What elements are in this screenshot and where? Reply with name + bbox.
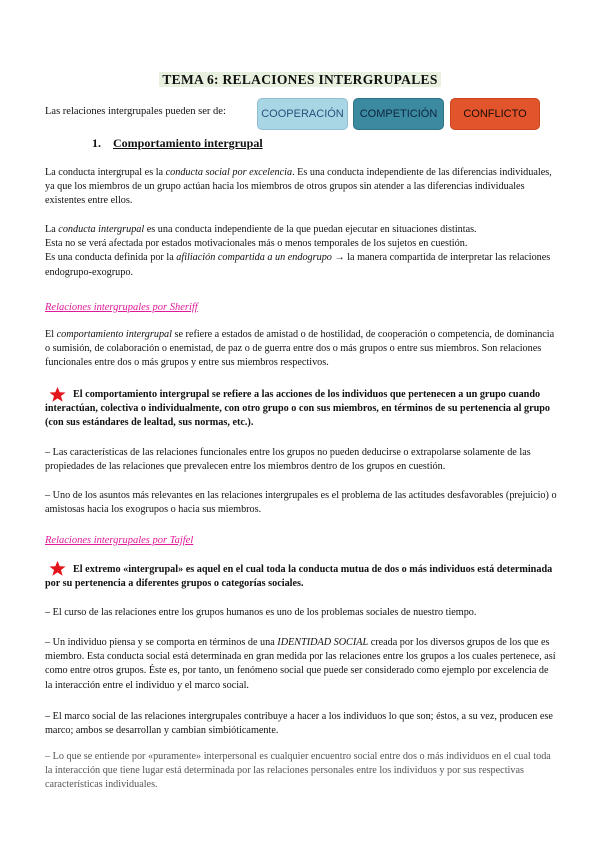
paragraph-8: – El marco social de las relaciones intergrupales contribuye a hacer a los individuos lo que son; éstos, a su vez, producen ese marco; ambos se desarrollan y cambian simbióticamente. — [45, 711, 553, 737]
competition-button[interactable]: COMPETICIÓN — [353, 98, 444, 130]
paragraph-2-line-1: La conducta intergrupal es una conducta independiente de la que puedan ejecutar en situaciones distintas. — [45, 224, 477, 235]
paragraph-7: – Un individuo piensa y se comporta en términos de una IDENTIDAD SOCIAL creada por los diversos grupos de los que es miembro. Esta conducta social está determinada en gran medida por las relaciones entre los grupos a los cuales pertenece, así como entre otros grupos. Éste es, por tanto, un fenómeno social que puede ser considerado como ejemplo por excelencia de la interacción entre el individuo y el marco social. — [45, 637, 556, 691]
heading-text: Comportamiento intergrupal — [113, 136, 263, 150]
section-heading — [92, 136, 263, 151]
paragraph-5: – Uno de los asuntos más relevantes en las relaciones intergrupales es el problema de las actitudes desfavorables (prejuicio) o amistosas hacia los exogrupos o hacia sus miembros. — [45, 490, 557, 516]
section-link-tajfel[interactable]: Relaciones intergrupales por Tajfel — [45, 535, 194, 546]
page-title: TEMA 6: RELACIONES INTERGRUPALES — [0, 72, 600, 88]
cooperation-button[interactable]: COOPERACIÓN — [257, 98, 348, 130]
paragraph-4: – Las características de las relaciones funcionales entre los grupos no pueden deducirse o extrapolarse solamente de las propiedades de las relaciones que prevalecen entre los miembros dentro de los grupos en cuestión. — [45, 447, 531, 473]
intro-text: Las relaciones intergrupales pueden ser de: — [45, 106, 226, 117]
paragraph-2 — [45, 223, 557, 280]
paragraph-9: – Lo que se entiende por «puramente» interpersonal es cualquier encuentro social entre dos o más individuos en el cual toda la interacción que tiene lugar está determinada por las relaciones personales entre los individuos y por sus respectivas características individuales. — [45, 751, 551, 791]
conflict-button[interactable]: CONFLICTO — [450, 98, 540, 130]
highlight-tajfel: El extremo «intergrupal» es aquel en el cual toda la conducta mutua de dos o más individuos está determinada por su pertenencia a diferentes grupos o categorías sociales. — [45, 564, 553, 590]
section-link-sheriff[interactable]: Relaciones intergrupales por Sheriff — [45, 302, 198, 313]
paragraph-3: El comportamiento intergrupal se refiere a estados de amistad o de hostilidad, de cooperación o competencia, de dominancia o sumisión, de colaboración o enemistad, de paz o de guerra entre dos o más grupos o entre sus miembros. Son relaciones funcionales entre dos o más grupos y entre sus miembros respectivos. — [45, 329, 555, 369]
highlight-sheriff: El comportamiento intergrupal se refiere a las acciones de los individuos que pertenecen a un grupo cuando interactúan, colectiva o individualmente, con otro grupo o con sus miembros, en términos de su pertenencia al grupo (con sus estándares de lealtad, sus normas, etc.). — [45, 389, 551, 429]
heading-number: 1. — [92, 136, 101, 150]
paragraph-6: – El curso de las relaciones entre los grupos humanos es uno de los problemas sociales de nuestro tiempo. — [45, 607, 477, 618]
paragraph-2-line-2: Esta no se verá afectada por estados motivacionales más o menos temporales de los sujetos en cuestión. — [45, 238, 468, 250]
paragraph-2-line-3: Es una conducta definida por la afiliación compartida a un endogrupo → la manera compartida de interpretar las relaciones endogrupo-exogrupo. — [45, 252, 551, 278]
paragraph-1: La conducta intergrupal es la conducta social por excelencia. Es una conducta independiente de las diferencias individuales, ya que los miembros de un grupo actúan hacia los miembros de otros grupos sin atender a las diferencias individuales existentes entre ellos. — [45, 167, 552, 207]
